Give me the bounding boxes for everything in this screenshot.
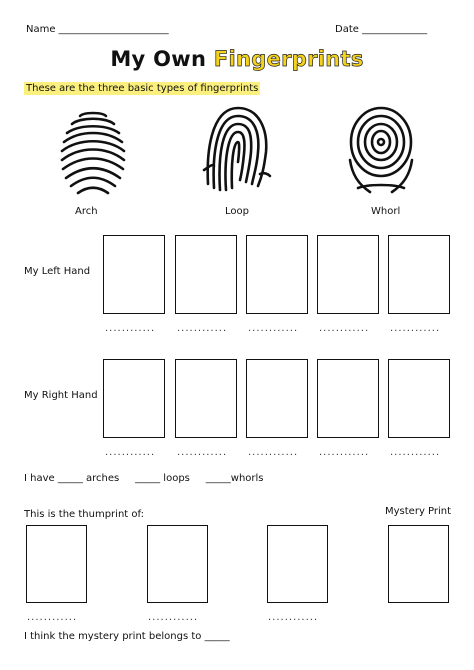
type-label-loop: Loop [225, 206, 249, 217]
left-hand-print-box-3[interactable] [246, 235, 308, 314]
counts-line: I have _____ arches _____ loops _____whorls [24, 473, 264, 484]
right-hand-answer-2[interactable]: ............ [177, 447, 228, 458]
type-label-arch: Arch [75, 206, 98, 217]
left-hand-print-box-2[interactable] [175, 235, 237, 314]
right-hand-answer-1[interactable]: ............ [105, 447, 156, 458]
thumbprint-box-3[interactable] [267, 525, 328, 603]
thumbprint-answer-3[interactable]: ............ [268, 612, 319, 623]
mystery-print-box[interactable] [388, 525, 449, 603]
mystery-print-label: Mystery Print [385, 506, 452, 517]
left-hand-label: My Left Hand [24, 266, 91, 277]
right-hand-print-box-2[interactable] [175, 359, 237, 438]
right-hand-print-box-1[interactable] [103, 359, 165, 438]
arch-fingerprint-icon [58, 104, 128, 196]
left-hand-answer-1[interactable]: ............ [105, 323, 156, 334]
subtitle-highlight [24, 76, 260, 95]
mystery-question: I think the mystery print belongs to _____ [24, 631, 230, 642]
right-hand-label: My Right Hand [24, 390, 98, 401]
thumbprint-label: This is the thumprint of: [24, 509, 145, 520]
left-hand-print-box-5[interactable] [388, 235, 450, 314]
thumbprint-answer-2[interactable]: ............ [148, 612, 199, 623]
left-hand-answer-3[interactable]: ............ [248, 323, 299, 334]
thumbprint-answer-1[interactable]: ............ [27, 612, 78, 623]
title-part-1: My Own [110, 47, 214, 71]
name-field-label: Name ______________________ [26, 24, 169, 35]
right-hand-print-box-3[interactable] [246, 359, 308, 438]
right-hand-print-box-4[interactable] [317, 359, 379, 438]
left-hand-print-box-1[interactable] [103, 235, 165, 314]
right-hand-answer-4[interactable]: ............ [319, 447, 370, 458]
whorl-fingerprint-icon [346, 104, 416, 196]
left-hand-answer-2[interactable]: ............ [177, 323, 228, 334]
title-part-2: Fingerprints [213, 47, 364, 71]
thumbprint-box-1[interactable] [26, 525, 87, 603]
page-title [0, 47, 474, 71]
left-hand-print-box-4[interactable] [317, 235, 379, 314]
left-hand-answer-4[interactable]: ............ [319, 323, 370, 334]
thumbprint-box-2[interactable] [147, 525, 208, 603]
right-hand-answer-3[interactable]: ............ [248, 447, 299, 458]
right-hand-print-box-5[interactable] [388, 359, 450, 438]
loop-fingerprint-icon [202, 104, 272, 196]
subtitle: These are the three basic types of fingerprints [26, 83, 259, 94]
type-label-whorl: Whorl [371, 206, 401, 217]
right-hand-answer-5[interactable]: ............ [390, 447, 441, 458]
left-hand-answer-5[interactable]: ............ [390, 323, 441, 334]
date-field-label: Date _____________ [335, 24, 428, 35]
